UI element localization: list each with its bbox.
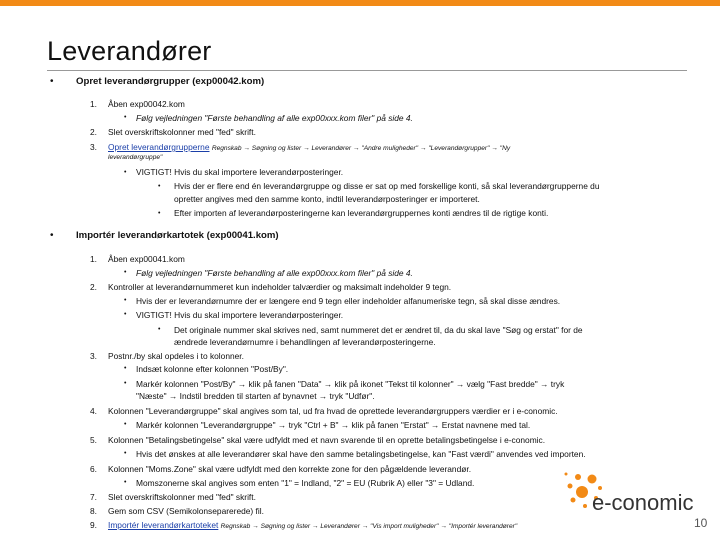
menu-path: Regnskab → Søgning og lister → Leverandører → "Andre muligheder" → "Leverandørgrupper" → "Ny — [211, 145, 511, 152]
step-text: Kolonnen "Moms.Zone" skal være udfyldt med den korrekte zone for den pågældende leverandør. — [108, 464, 472, 474]
step-subtext: Markér kolonnen "Post/By" → klik på fanen "Data" → klik på ikonet "Tekst til kolonner" → vælg "Fast bredde" → tryk — [136, 379, 565, 389]
bullet-icon: • — [124, 479, 127, 486]
bullet-icon: • — [124, 114, 127, 121]
step-subtext: VIGTIGT! Hvis du skal importere leverandørposteringer. — [136, 310, 344, 320]
step-number: 3. — [90, 351, 97, 361]
step-text: Postnr./by skal opdeles i to kolonner. — [108, 351, 244, 361]
section-title-leverandorgrupper: Opret leverandørgrupper (exp00042.kom) — [76, 76, 265, 87]
step-number: 9. — [90, 520, 97, 530]
bullet-icon: • — [124, 297, 127, 304]
step-subtext: Hvis det ønskes at alle leverandører skal have den samme betalingsbetingelse, kan "Fast værdi" anvendes ved importen. — [136, 449, 586, 459]
step-subsubtext: Efter importen af leverandørposteringerne kan leverandørgruppernes konti ændres til de rigtige konti. — [174, 208, 549, 218]
step-number: 4. — [90, 406, 97, 416]
step-number: 1. — [90, 254, 97, 264]
step-subtext: Momszonerne skal angives som enten "1" = Indland, "2" = EU (Rubrik A) eller "3" = Udland. — [136, 478, 475, 488]
bullet-icon: • — [124, 421, 127, 428]
step-subsubtext-continued: ændrede leverandørnumre i behandlingen af leverandørposteringerne. — [174, 337, 436, 347]
step-number: 5. — [90, 435, 97, 445]
step-text: Kontroller at leverandørnummeret kun indeholder talværdier og maksimalt indeholder 9 tegn. — [108, 282, 452, 292]
step-number: 2. — [90, 282, 97, 292]
page-title: Leverandører — [47, 36, 212, 66]
bullet-icon: • — [124, 380, 127, 387]
bullet-icon: • — [124, 169, 127, 176]
title-divider — [47, 70, 687, 71]
section-bullet: • — [50, 230, 54, 241]
step-subtext: Følg vejledningen "Første behandling af alle exp00xxx.kom filer" på side 4. — [136, 113, 413, 123]
step-subtext: Markér kolonnen "Leverandørgruppe" → tryk "Ctrl + B" → klik på fanen "Erstat" → Erstat navnene med tal. — [136, 420, 531, 430]
bullet-icon: • — [124, 365, 127, 372]
step-number: 7. — [90, 492, 97, 502]
bullet-icon: • — [158, 210, 161, 217]
step-text — [108, 520, 517, 530]
step-text: Åben exp00041.kom — [108, 254, 185, 264]
bullet-icon: • — [158, 326, 161, 333]
step-text: Åben exp00042.kom — [108, 99, 185, 109]
step-text — [108, 142, 510, 152]
step-number: 2. — [90, 127, 97, 137]
page-number: 10 — [694, 516, 708, 530]
step-text: Kolonnen "Leverandørgruppe" skal angives som tal, ud fra hvad de oprettede leverandørgruppers værdier er i e-conomic. — [108, 406, 558, 416]
step-subtext: VIGTIGT! Hvis du skal importere leverandørposteringer. — [136, 167, 344, 177]
step-number: 6. — [90, 464, 97, 474]
step-subtext: Følg vejledningen "Første behandling af alle exp00xxx.kom filer" på side 4. — [136, 268, 413, 278]
step-subtext: Hvis der er leverandørnumre der er længere end 9 tegn eller indeholder alfanumeriske tegn, så skal disse ændres. — [136, 296, 561, 306]
importer-leverandorkartotek-link[interactable]: Importér leverandørkartoteket — [108, 520, 219, 530]
step-subtext-continued: "Næste" → Indstil bredden til starten af bynavnet → tryk "Udfør". — [136, 391, 375, 401]
step-text: Slet overskriftskolonner med "fed" skrift. — [108, 127, 256, 137]
step-text: Slet overskriftskolonner med "fed" skrift. — [108, 492, 256, 502]
step-text: Kolonnen "Betalingsbetingelse" skal være udfyldt med et navn svarende til en oprette betalingsbetingelse i e-conomic. — [108, 435, 546, 445]
bullet-icon: • — [158, 183, 161, 190]
step-subsubtext: Det originale nummer skal skrives ned, samt nummeret det er ændret til, da du skal lave "Søg og erstat" for de — [174, 325, 583, 335]
menu-path: Regnskab → Søgning og lister → Leverandører → "Vis import muligheder" → "Importér leverandører" — [220, 523, 518, 530]
section-title-leverandorkartotek: Importér leverandørkartotek (exp00041.kom) — [76, 230, 279, 241]
bullet-icon: • — [124, 311, 127, 318]
menu-path-continued: leverandørgruppe" — [108, 154, 163, 161]
step-subtext: Indsæt kolonne efter kolonnen "Post/By". — [136, 364, 289, 374]
step-number: 3. — [90, 142, 97, 152]
opret-leverandorgrupper-link[interactable]: Opret leverandørgrupperne — [108, 142, 210, 152]
step-subsubtext-continued: opretter angives med den samme konto, indtil leverandørposteringer er importeret. — [174, 194, 480, 204]
top-accent-bar — [0, 0, 720, 6]
step-subsubtext: Hvis der er flere end én leverandørgruppe og disse er sat op med forskellige konti, så skal leverandørgrupperne du — [174, 181, 600, 191]
bullet-icon: • — [124, 450, 127, 457]
step-number: 1. — [90, 99, 97, 109]
bullet-icon: • — [124, 269, 127, 276]
step-number: 8. — [90, 506, 97, 516]
step-text: Gem som CSV (Semikolonseparerede) fil. — [108, 506, 264, 516]
e-conomic-logo-text: e-conomic — [592, 490, 694, 515]
section-bullet: • — [50, 76, 54, 87]
